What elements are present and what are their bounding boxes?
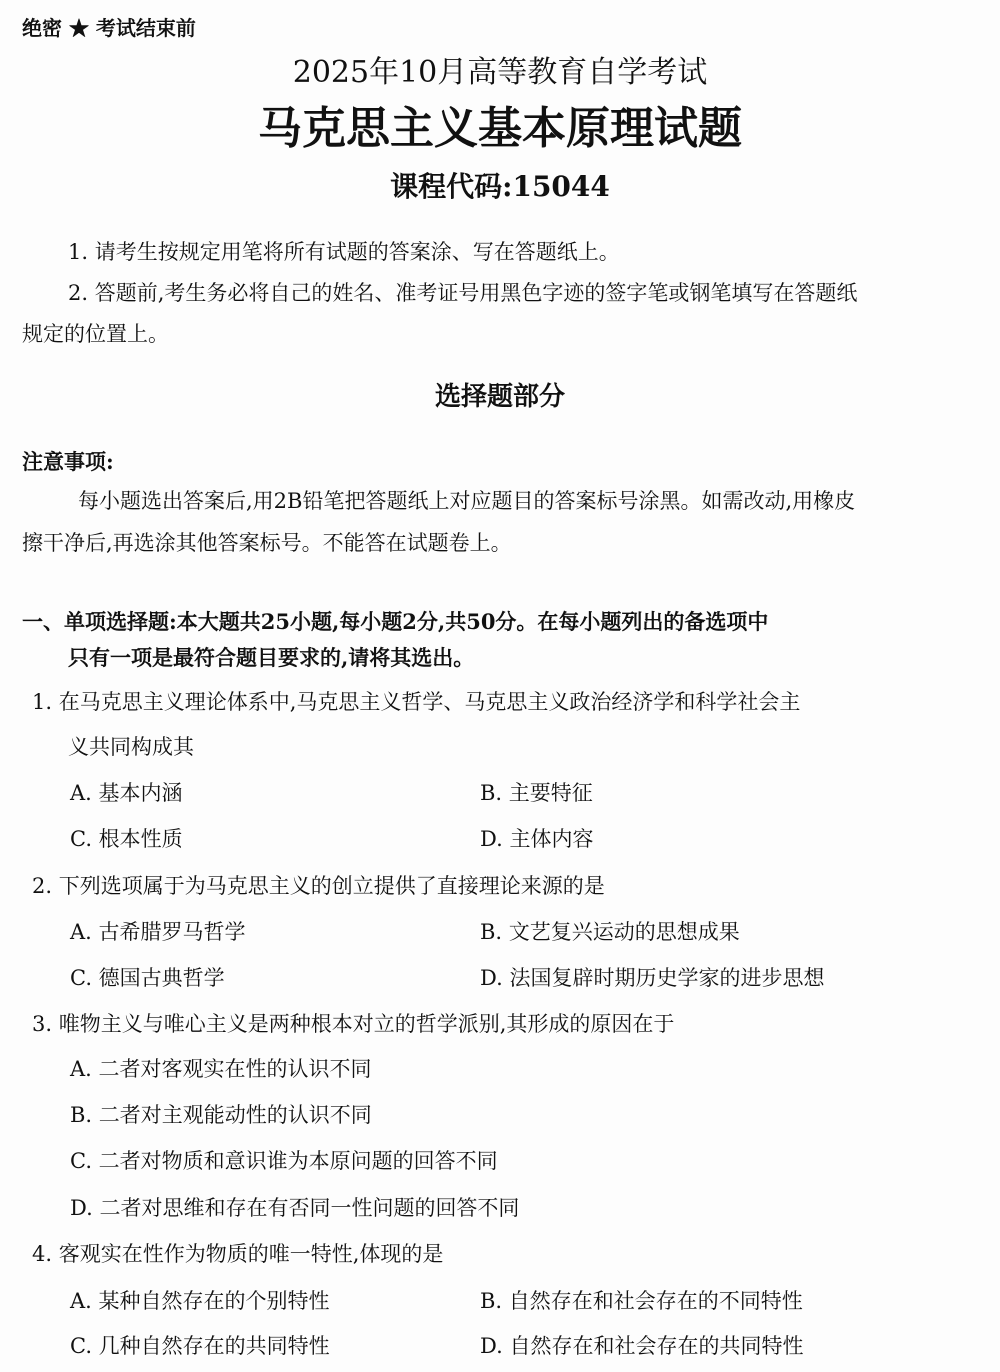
- page-title: 马克思主义基本原理试题: [258, 103, 742, 154]
- question-stem: 1. 在马克思主义理论体系中,马克思主义哲学、马克思主义政治经济学和科学社会主: [32, 690, 801, 714]
- option: D. 自然存在和社会存在的共同特性: [480, 1334, 804, 1358]
- instruction-1: 1. 请考生按规定用笔将所有试题的答案涂、写在答题纸上。: [68, 240, 620, 264]
- part-heading: 一、单项选择题:本大题共25小题,每小题2分,共50分。在每小题列出的备选项中: [22, 609, 769, 634]
- question-stem: 2. 下列选项属于为马克思主义的创立提供了直接理论来源的是: [32, 874, 605, 898]
- option: C. 二者对物质和意识谁为本原问题的回答不同: [70, 1149, 498, 1173]
- course-code: 课程代码:15044: [390, 170, 610, 203]
- option: A. 古希腊罗马哲学: [70, 920, 246, 944]
- exam-session: 2025年10月高等教育自学考试: [292, 55, 708, 90]
- option: A. 某种自然存在的个别特性: [70, 1289, 330, 1313]
- question-stem: 4. 客观实在性作为物质的唯一特性,体现的是: [32, 1242, 444, 1266]
- notice-line: 擦干净后,再选涂其他答案标号。不能答在试题卷上。: [22, 531, 512, 555]
- option: B. 自然存在和社会存在的不同特性: [480, 1289, 803, 1313]
- confidential-label: 绝密 ★ 考试结束前: [22, 16, 196, 40]
- question-stem-cont: 义共同构成其: [68, 735, 194, 759]
- option: D. 法国复辟时期历史学家的进步思想: [480, 966, 825, 990]
- option: B. 二者对主观能动性的认识不同: [70, 1103, 372, 1127]
- notice-label: 注意事项:: [22, 449, 114, 474]
- notice-line: 每小题选出答案后,用2B铅笔把答题纸上对应题目的答案标号涂黑。如需改动,用橡皮: [78, 489, 856, 513]
- option: C. 德国古典哲学: [70, 966, 225, 990]
- option: B. 主要特征: [480, 781, 593, 805]
- option: D. 二者对思维和存在有否同一性问题的回答不同: [70, 1196, 520, 1220]
- part-heading-cont: 只有一项是最符合题目要求的,请将其选出。: [68, 645, 475, 670]
- option: D. 主体内容: [480, 827, 594, 851]
- instruction-2-cont: 规定的位置上。: [22, 322, 169, 346]
- option: B. 文艺复兴运动的思想成果: [480, 920, 740, 944]
- option: C. 几种自然存在的共同特性: [70, 1334, 330, 1358]
- option: A. 二者对客观实在性的认识不同: [70, 1057, 372, 1081]
- option: A. 基本内涵: [70, 781, 183, 805]
- option: C. 根本性质: [70, 827, 183, 851]
- question-stem: 3. 唯物主义与唯心主义是两种根本对立的哲学派别,其形成的原因在于: [32, 1012, 675, 1036]
- section-title: 选择题部分: [434, 382, 565, 412]
- instruction-2: 2. 答题前,考生务必将自己的姓名、准考证号用黑色字迹的签字笔或钢笔填写在答题纸: [68, 281, 858, 305]
